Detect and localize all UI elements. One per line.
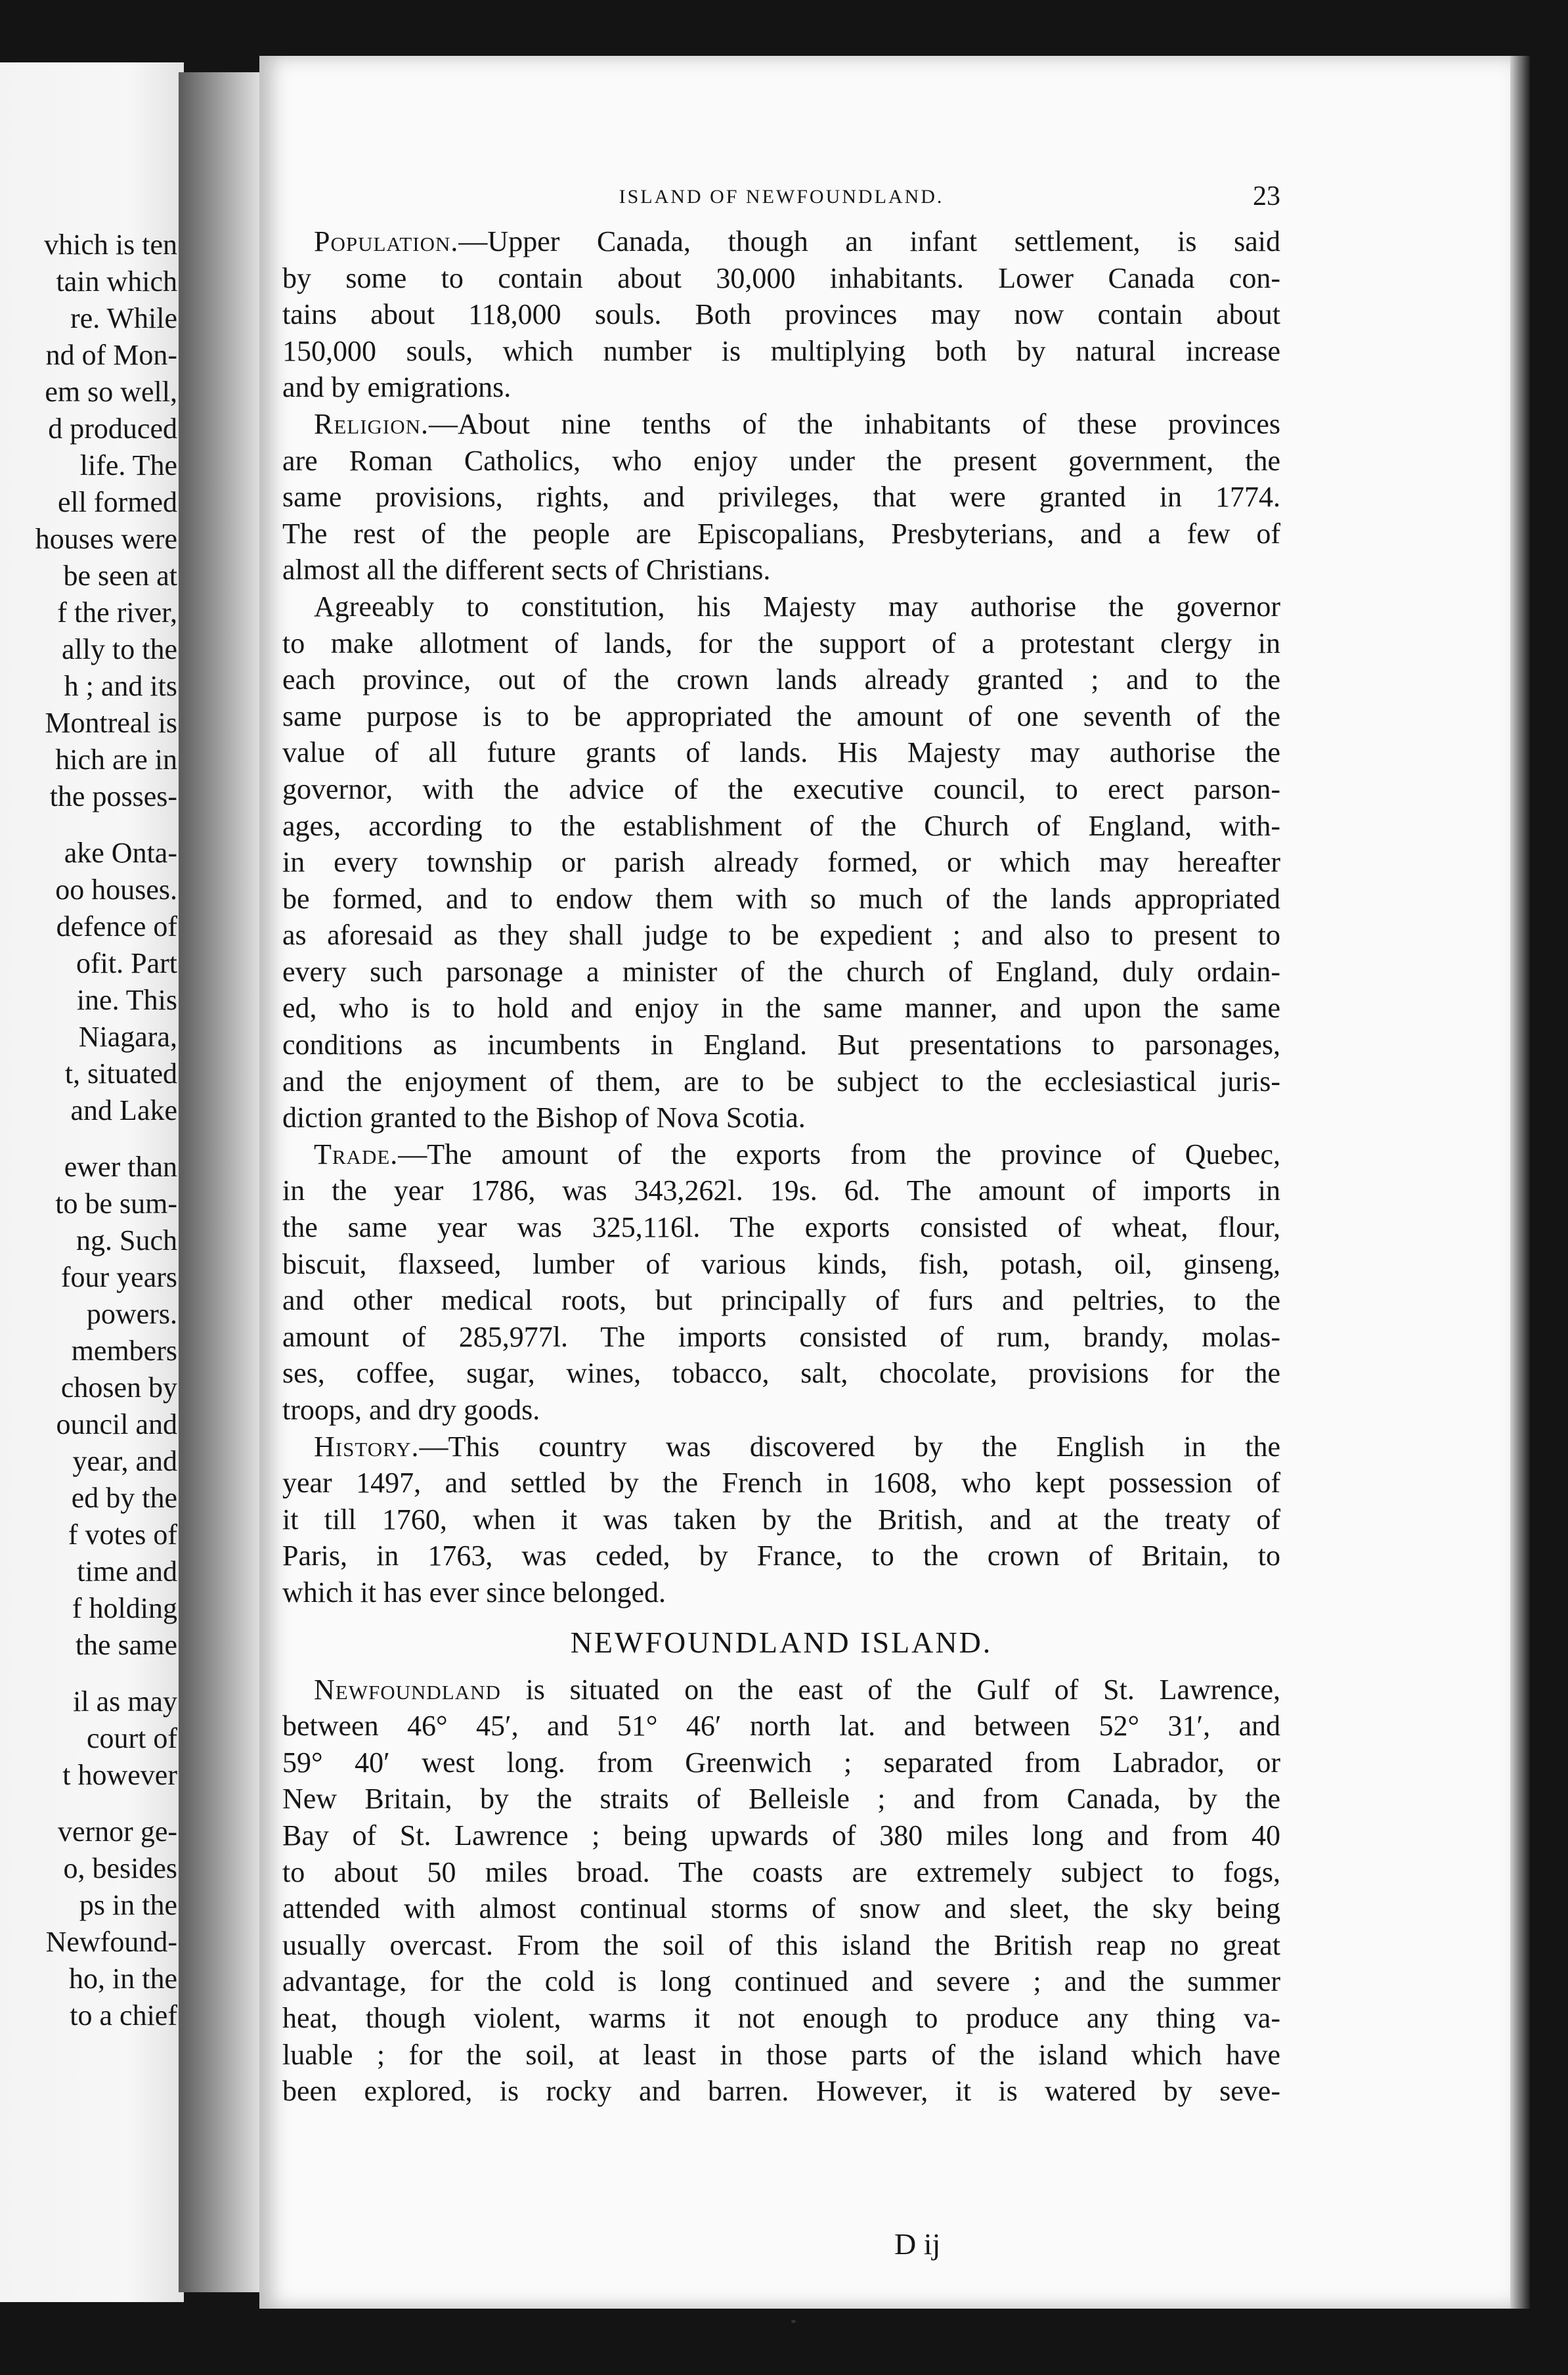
paragraph-agreeably-line: every such parsonage a minister of the church of England, duly ordain- — [282, 955, 1280, 988]
paragraph-agreeably-line: ed, who is to hold and enjoy in the same manner, and upon the same — [282, 992, 1280, 1025]
paragraph-agreeably-line: to make allotment of lands, for the support of a protestant clergy in — [282, 627, 1280, 659]
religion-label: Religion. — [314, 407, 429, 440]
paragraph-newfoundland-line: heat, though violent, warms it not enough to produce any thing va- — [282, 2001, 1280, 2034]
paragraph-history-line: year 1497, and settled by the French in 1608, who kept possession of — [282, 1467, 1280, 1499]
facing-page-line: to a chief — [70, 1999, 177, 2031]
facing-page-line: re. While — [70, 302, 177, 334]
paragraph-agreeably-line: Agreeably to constitution, his Majesty may authorise the governor — [314, 590, 1280, 623]
facing-page-line: t, situated — [64, 1057, 177, 1090]
paragraph-religion-line: almost all the different sects of Christians. — [282, 554, 771, 587]
facing-page-line: hich are in — [55, 744, 177, 776]
paragraph-population-line: 150,000 souls, which number is multiplying both by natural increase — [282, 334, 1280, 367]
paragraph-trade-line: the same year was 325,116l. The exports consisted of wheat, flour, — [282, 1211, 1280, 1244]
section-heading: NEWFOUNDLAND ISLAND. — [570, 1625, 993, 1659]
paragraph-trade-line: troops, and dry goods. — [282, 1394, 540, 1426]
facing-page-line: time and — [77, 1555, 177, 1587]
facing-page-line: ed by the — [71, 1482, 177, 1514]
paragraph-newfoundland-line: between 46° 45′, and 51° 46′ north lat. and between 52° 31′, and — [282, 1710, 1280, 1742]
paragraph-trade-line: biscuit, flaxseed, lumber of various kinds, fish, potash, oil, ginseng, — [282, 1247, 1280, 1280]
facing-page-line: ine. This — [76, 984, 177, 1016]
facing-page-line: the same — [75, 1629, 177, 1661]
facing-page-line: d produced — [48, 412, 177, 445]
facing-page-line: ouncil and — [56, 1408, 177, 1440]
paragraph-history-line: History.—This country was discovered by the English in the — [314, 1430, 1280, 1463]
paragraph-history-line: it till 1760, when it was taken by the British, and at the treaty of — [282, 1503, 1280, 1536]
facing-page-line: tain which — [56, 265, 177, 298]
paragraph-agreeably-line: same purpose is to be appropriated the amount of one seventh of the — [282, 699, 1280, 732]
facing-page-line: ell formed — [57, 486, 177, 518]
facing-page-line: chosen by — [60, 1371, 177, 1404]
facing-page-line: be seen at — [63, 560, 177, 592]
facing-page-line: ewer than — [64, 1151, 177, 1183]
facing-page-line: il as may — [73, 1685, 177, 1718]
book-gutter — [179, 72, 264, 2292]
facing-page-line: f votes of — [68, 1519, 177, 1551]
facing-page-line: ho, in the — [69, 1963, 177, 1995]
facing-page-line: houses were — [35, 523, 177, 555]
paragraph-newfoundland-line: attended with almost continual storms of snow and sleet, the sky being — [282, 1892, 1280, 1925]
facing-page-line: ofit. Part — [76, 947, 177, 979]
paragraph-newfoundland-line: Newfoundland is situated on the east of the Gulf of St. Lawrence, — [314, 1673, 1280, 1706]
paragraph-agreeably-line: be formed, and to endow them with so much of the lands appropriated — [282, 882, 1280, 915]
paragraph-religion-line: The rest of the people are Episcopalians, Presbyterians, and a few of — [282, 517, 1280, 550]
running-head — [282, 181, 1280, 220]
paragraph-agreeably-line: each province, out of the crown lands already granted ; and to the — [282, 663, 1280, 696]
facing-page-line: and Lake — [70, 1094, 177, 1126]
facing-page-line: four years — [60, 1261, 177, 1293]
facing-page — [0, 62, 184, 2302]
facing-page-line: o, besides — [63, 1852, 177, 1884]
paragraph-newfoundland-line: been explored, is rocky and barren. However, it is watered by seve- — [282, 2075, 1280, 2108]
paragraph-trade-line: in the year 1786, was 343,262l. 19s. 6d. The amount of imports in — [282, 1174, 1280, 1207]
paragraph-population-line: by some to contain about 30,000 inhabitants. Lower Canada con- — [282, 261, 1280, 294]
facing-page-line: em so well, — [45, 376, 177, 408]
facing-page-line: powers. — [86, 1298, 177, 1330]
paragraph-religion-line: Religion.—About nine tenths of the inhabitants of these provinces — [314, 407, 1280, 440]
page-number: 23 — [1253, 181, 1280, 211]
paragraph-newfoundland-line: to about 50 miles broad. The coasts are extremely subject to fogs, — [282, 1855, 1280, 1888]
paragraph-agreeably-line: in every township or parish already formed, or which may hereafter — [282, 846, 1280, 879]
paragraph-agreeably-line: value of all future grants of lands. His Majesty may authorise the — [282, 736, 1280, 769]
facing-page-text — [35, 227, 177, 2034]
signature-mark: D ij — [894, 2227, 941, 2261]
paragraph-trade-line: ses, coffee, sugar, wines, tobacco, salt, chocolate, provisions for the — [282, 1357, 1280, 1390]
paragraph-newfoundland-line: advantage, for the cold is long continued and severe ; and the summer — [282, 1965, 1280, 1998]
paragraph-religion-line: are Roman Catholics, who enjoy under the present government, the — [282, 444, 1280, 477]
facing-page-line: year, and — [72, 1445, 177, 1477]
running-head-title: ISLAND OF NEWFOUNDLAND. — [619, 186, 944, 208]
page-edge — [1510, 56, 1530, 2309]
paragraph-agreeably-line: and the enjoyment of them, are to be subject to the ecclesiastical juris- — [282, 1065, 1280, 1098]
paragraph-history-line: Paris, in 1763, was ceded, by France, to the crown of Britain, to — [282, 1540, 1280, 1572]
trade-label: Trade. — [314, 1138, 399, 1170]
paragraph-religion-line: same provisions, rights, and privileges, that were granted in 1774. — [282, 481, 1280, 514]
paragraph-trade-line: amount of 285,977l. The imports consisted of rum, brandy, molas- — [282, 1320, 1280, 1353]
paragraph-population-line: and by emigrations. — [282, 371, 512, 404]
facing-page-line: Niagara, — [78, 1021, 177, 1053]
facing-page-line: f holding — [72, 1592, 177, 1624]
paragraph-agreeably-line: governor, with the advice of the executive council, to erect parson- — [282, 772, 1280, 805]
facing-page-line: court of — [86, 1722, 177, 1754]
facing-page-line: defence of — [56, 910, 177, 943]
paragraph-agreeably-line: diction granted to the Bishop of Nova Scotia. — [282, 1101, 806, 1134]
facing-page-line: vhich is ten — [44, 229, 177, 261]
paragraph-agreeably-line: ages, according to the establishment of the Church of England, with- — [282, 809, 1280, 842]
paragraph-history-line: which it has ever since belonged. — [282, 1576, 666, 1609]
facing-page-line: ng. Such — [76, 1224, 177, 1256]
paragraph-trade-line: Trade.—The amount of the exports from the province of Quebec, — [314, 1138, 1280, 1170]
paragraph-agreeably-line: conditions as incumbents in England. But presentations to parsonages, — [282, 1029, 1280, 1061]
facing-page-line: h ; and its — [64, 670, 177, 702]
facing-page-line: f the river, — [57, 596, 177, 629]
population-label: Population. — [314, 225, 459, 257]
paragraph-population-line: tains about 118,000 souls. Both provinces may now contain about — [282, 298, 1280, 331]
facing-page-line: life. The — [79, 449, 177, 481]
paragraph-newfoundland-line: New Britain, by the straits of Belleisle ; and from Canada, by the — [282, 1783, 1280, 1815]
facing-page-line: vernor ge- — [57, 1815, 177, 1848]
ink-speck — [791, 2320, 796, 2323]
facing-page-line: oo houses. — [55, 874, 177, 906]
paragraph-trade-line: and other medical roots, but principally of furs and peltries, to the — [282, 1284, 1280, 1317]
facing-page-line: ally to the — [62, 633, 177, 665]
facing-page-line: ake Onta- — [64, 837, 177, 869]
history-label: History. — [314, 1430, 420, 1463]
paragraph-newfoundland-line: luable ; for the soil, at least in those parts of the island which have — [282, 2038, 1280, 2071]
newfoundland-label: Newfoundland — [314, 1673, 501, 1706]
facing-page-line: to be sum- — [55, 1188, 177, 1220]
paragraph-newfoundland-line: 59° 40′ west long. from Greenwich ; separated from Labrador, or — [282, 1746, 1280, 1779]
facing-page-line: Newfound- — [45, 1926, 177, 1958]
paragraph-newfoundland-line: Bay of St. Lawrence ; being upwards of 380 miles long and from 40 — [282, 1819, 1280, 1852]
body-text — [282, 223, 1280, 2110]
facing-page-line: t however — [62, 1759, 177, 1791]
facing-page-line: Montreal is — [45, 707, 177, 739]
facing-page-line: the posses- — [49, 780, 177, 812]
facing-page-line: ps in the — [79, 1889, 177, 1921]
paragraph-newfoundland-line: usually overcast. From the soil of this island the British reap no great — [282, 1928, 1280, 1961]
paragraph-population-line: Population.—Upper Canada, though an infant settlement, is said — [314, 225, 1280, 257]
facing-page-line: members — [71, 1335, 177, 1367]
paragraph-agreeably-line: as aforesaid as they shall judge to be expedient ; and also to present to — [282, 919, 1280, 952]
facing-page-line: nd of Mon- — [45, 339, 177, 371]
